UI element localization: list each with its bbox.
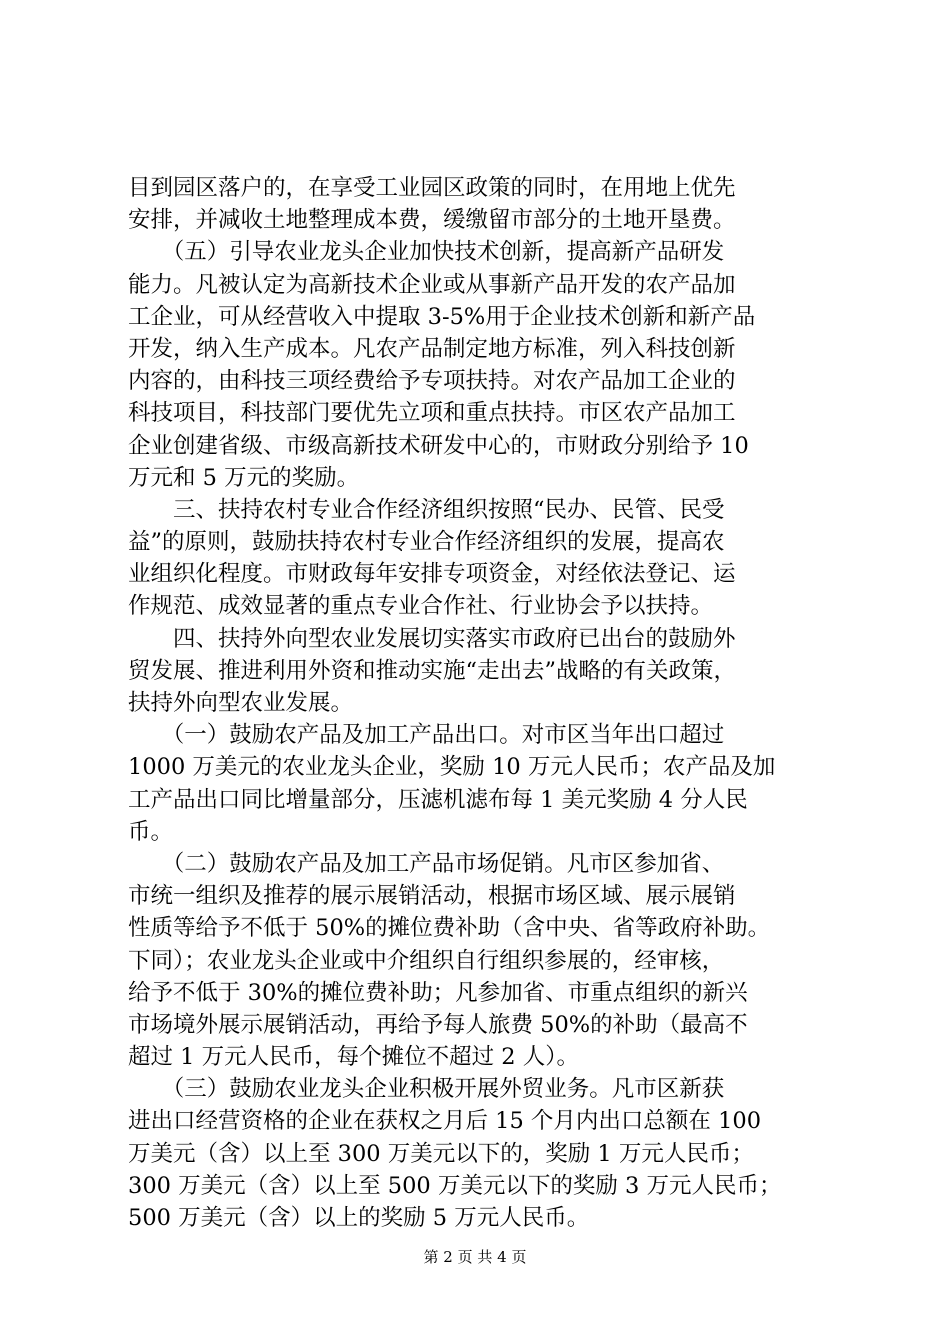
text-line: 安排，并减收土地整理成本费，缓缴留市部分的土地开垦费。: [128, 207, 736, 234]
text-line: 目到园区落户的，在享受工业园区政策的同时，在用地上优先: [128, 175, 736, 201]
page-number-footer: 第 2 页 共 4 页: [423, 1248, 527, 1266]
text-line: 四、扶持外向型农业发展切实落实市政府已出台的鼓励外: [128, 625, 736, 652]
text-line: 三、扶持农村专业合作经济组织按照“民办、民管、民受: [128, 496, 725, 523]
text-line: （五）引导农业龙头企业加快技术创新，提高新产品研发: [128, 239, 725, 266]
text-line: 市场境外展示展销活动，再给予每人旅费 50%的补助（最高不: [128, 1011, 748, 1038]
text-line: 万美元（含）以上至 300 万美元以下的，奖励 1 万元人民币；: [128, 1140, 754, 1167]
text-line: 工产品出口同比增量部分，压滤机滤布每 1 美元奖励 4 分人民: [128, 786, 748, 813]
text-line: 500 万美元（含）以上的奖励 5 万元人民币。: [128, 1205, 590, 1231]
text-line: 贸发展、推进利用外资和推动实施“走出去”战略的有关政策，: [128, 657, 737, 684]
text-line: 益”的原则，鼓励扶持农村专业合作经济组织的发展，提高农: [128, 529, 725, 556]
text-line: 进出口经营资格的企业在获权之月后 15 个月内出口总额在 100: [128, 1108, 762, 1135]
text-line: 300 万美元（含）以上至 500 万美元以下的奖励 3 万元人民币；: [128, 1172, 782, 1199]
text-line: 科技项目，科技部门要优先立项和重点扶持。市区农产品加工: [128, 400, 736, 427]
text-line: 工企业，可从经营收入中提取 3-5%用于企业技术创新和新产品: [128, 303, 756, 330]
text-line: 开发，纳入生产成本。凡农产品制定地方标准，列入科技创新: [128, 335, 736, 362]
text-line: （二）鼓励农产品及加工产品市场促销。凡市区参加省、: [128, 850, 725, 877]
text-line: 币。: [128, 818, 174, 845]
document-body: [128, 172, 848, 1234]
text-line: 超过 1 万元人民币，每个摊位不超过 2 人）。: [128, 1044, 579, 1071]
text-line: 内容的，由科技三项经费给予专项扶持。对农产品加工企业的: [128, 368, 736, 395]
text-line: 下同）；农业龙头企业或中介组织自行组织参展的，经审核，: [128, 947, 725, 974]
text-line: 作规范、成效显著的重点专业合作社、行业协会予以扶持。: [128, 593, 714, 620]
text-line: （一）鼓励农产品及加工产品出口。对市区当年出口超过: [128, 722, 725, 749]
text-line: 业组织化程度。市财政每年安排专项资金，对经依法登记、运: [128, 561, 736, 588]
text-line: 扶持外向型农业发展。: [128, 690, 354, 716]
text-line: 1000 万美元的农业龙头企业，奖励 10 万元人民币；农产品及加: [128, 754, 776, 781]
text-line: 企业创建省级、市级高新技术研发中心的，市财政分别给予 10: [128, 432, 749, 459]
text-line: 市统一组织及推荐的展示展销活动，根据市场区域、展示展销: [128, 883, 736, 910]
text-line: 能力。凡被认定为高新技术企业或从事新产品开发的农产品加: [128, 271, 736, 298]
text-line: 给予不低于 30%的摊位费补助；凡参加省、市重点组织的新兴: [128, 979, 748, 1006]
text-line: （三）鼓励农业龙头企业积极开展外贸业务。凡市区新获: [128, 1076, 725, 1103]
text-line: 万元和 5 万元的奖励。: [128, 464, 360, 491]
text-line: 性质等给予不低于 50%的摊位费补助（含中央、省等政府补助。: [128, 915, 771, 942]
